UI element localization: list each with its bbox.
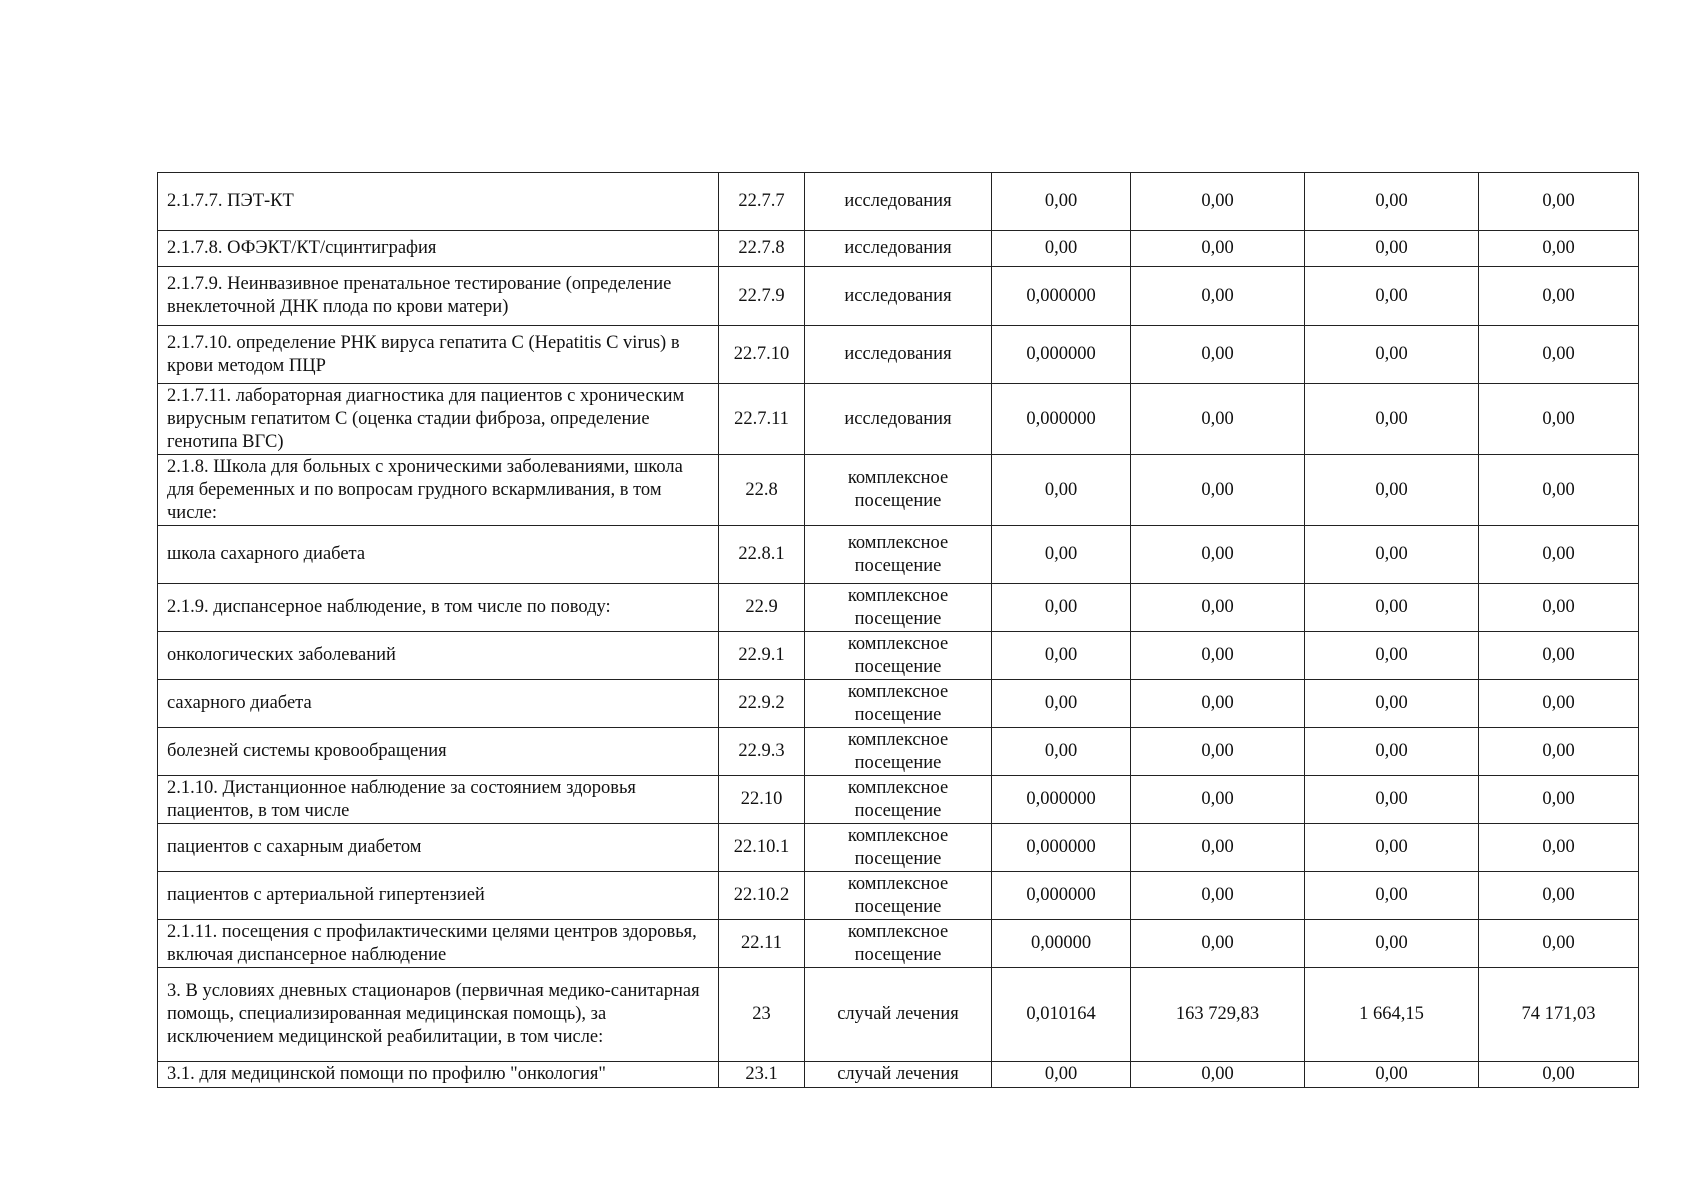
row-value-4: 0,00 [1479,872,1639,920]
row-value-2: 0,00 [1131,173,1305,231]
table-row [158,526,1639,584]
row-unit: случай лечения [805,968,992,1062]
row-name: 2.1.9. диспансерное наблюдение, в том числе по поводу: [158,584,719,632]
row-name: 3. В условиях дневных стационаров (первичная медико-санитарная помощь, специализированная медицинская помощь), за исключением медицинской реабилитации, в том числе: [158,968,719,1062]
table-row [158,776,1639,824]
row-code: 22.10.1 [719,824,805,872]
table-row [158,920,1639,968]
row-code: 22.7.9 [719,267,805,326]
row-name: 3.1. для медицинской помощи по профилю "онкология" [158,1062,719,1088]
row-value-3: 0,00 [1305,1062,1479,1088]
row-value-2: 0,00 [1131,920,1305,968]
row-code: 22.7.11 [719,384,805,455]
row-value-3: 0,00 [1305,872,1479,920]
row-name: 2.1.7.11. лабораторная диагностика для пациентов с хроническим вирусным гепатитом С (оценка стадии фиброза, определение генотипа ВГС) [158,384,719,455]
row-value-2: 0,00 [1131,267,1305,326]
row-unit: комплексное посещение [805,824,992,872]
row-value-4: 0,00 [1479,173,1639,231]
row-value-1: 0,00000 [992,920,1131,968]
row-value-3: 0,00 [1305,384,1479,455]
table-row [158,680,1639,728]
row-name: сахарного диабета [158,680,719,728]
row-value-2: 0,00 [1131,824,1305,872]
row-value-3: 0,00 [1305,231,1479,267]
row-name: онкологических заболеваний [158,632,719,680]
row-name: 2.1.7.9. Неинвазивное пренатальное тестирование (определение внеклеточной ДНК плода по крови матери) [158,267,719,326]
row-unit: комплексное посещение [805,728,992,776]
row-value-3: 0,00 [1305,776,1479,824]
row-unit: исследования [805,231,992,267]
row-value-4: 0,00 [1479,728,1639,776]
row-value-1: 0,00 [992,1062,1131,1088]
row-code: 22.7.8 [719,231,805,267]
row-value-1: 0,00 [992,173,1131,231]
row-unit: комплексное посещение [805,872,992,920]
row-unit: случай лечения [805,1062,992,1088]
table-body [158,173,1639,1088]
row-unit: комплексное посещение [805,680,992,728]
row-code: 23.1 [719,1062,805,1088]
row-value-2: 0,00 [1131,584,1305,632]
row-value-4: 0,00 [1479,632,1639,680]
row-value-4: 0,00 [1479,920,1639,968]
row-unit: комплексное посещение [805,632,992,680]
row-name: болезней системы кровообращения [158,728,719,776]
table-row [158,872,1639,920]
row-code: 22.11 [719,920,805,968]
row-value-3: 0,00 [1305,326,1479,384]
row-value-1: 0,00 [992,455,1131,526]
row-code: 22.7.10 [719,326,805,384]
table-row [158,584,1639,632]
table-row [158,267,1639,326]
row-value-1: 0,00 [992,231,1131,267]
row-value-4: 0,00 [1479,267,1639,326]
row-value-2: 0,00 [1131,1062,1305,1088]
row-value-4: 0,00 [1479,326,1639,384]
row-value-2: 0,00 [1131,231,1305,267]
row-name: 2.1.8. Школа для больных с хроническими заболеваниями, школа для беременных и по вопросам грудного вскармливания, в том числе: [158,455,719,526]
row-value-3: 0,00 [1305,526,1479,584]
row-value-2: 0,00 [1131,326,1305,384]
row-name: 2.1.7.7. ПЭТ-КТ [158,173,719,231]
row-value-3: 0,00 [1305,728,1479,776]
row-value-2: 0,00 [1131,455,1305,526]
row-value-4: 0,00 [1479,231,1639,267]
row-value-4: 0,00 [1479,680,1639,728]
row-code: 22.8.1 [719,526,805,584]
row-name: 2.1.7.10. определение РНК вируса гепатита С (Hepatitis C virus) в крови методом ПЦР [158,326,719,384]
row-unit: исследования [805,173,992,231]
table-row [158,455,1639,526]
table-row [158,824,1639,872]
row-value-3: 0,00 [1305,824,1479,872]
row-unit: комплексное посещение [805,526,992,584]
row-value-3: 0,00 [1305,455,1479,526]
table-row [158,1062,1639,1088]
row-value-1: 0,00 [992,680,1131,728]
row-value-1: 0,000000 [992,267,1131,326]
row-code: 22.7.7 [719,173,805,231]
row-value-1: 0,000000 [992,872,1131,920]
row-code: 23 [719,968,805,1062]
row-value-4: 0,00 [1479,384,1639,455]
row-value-4: 0,00 [1479,584,1639,632]
row-name: пациентов с сахарным диабетом [158,824,719,872]
table-row [158,231,1639,267]
row-value-1: 0,000000 [992,776,1131,824]
row-value-3: 0,00 [1305,173,1479,231]
row-unit: исследования [805,326,992,384]
row-name: пациентов с артериальной гипертензией [158,872,719,920]
row-unit: исследования [805,267,992,326]
row-value-4: 74 171,03 [1479,968,1639,1062]
table-row [158,632,1639,680]
row-value-1: 0,00 [992,526,1131,584]
row-code: 22.9 [719,584,805,632]
row-code: 22.10 [719,776,805,824]
row-value-2: 0,00 [1131,384,1305,455]
row-unit: комплексное посещение [805,776,992,824]
table-row [158,728,1639,776]
row-code: 22.10.2 [719,872,805,920]
row-value-4: 0,00 [1479,526,1639,584]
table-row [158,173,1639,231]
row-value-3: 0,00 [1305,584,1479,632]
row-value-1: 0,000000 [992,326,1131,384]
row-value-3: 0,00 [1305,920,1479,968]
row-value-4: 0,00 [1479,455,1639,526]
row-value-2: 0,00 [1131,632,1305,680]
row-name: 2.1.11. посещения с профилактическими целями центров здоровья, включая диспансерное наблюдение [158,920,719,968]
row-unit: комплексное посещение [805,920,992,968]
row-value-2: 0,00 [1131,776,1305,824]
row-name: школа сахарного диабета [158,526,719,584]
row-value-1: 0,010164 [992,968,1131,1062]
row-unit: комплексное посещение [805,584,992,632]
row-value-3: 0,00 [1305,680,1479,728]
row-code: 22.9.3 [719,728,805,776]
row-value-2: 0,00 [1131,680,1305,728]
table-row [158,384,1639,455]
row-value-2: 0,00 [1131,728,1305,776]
row-name: 2.1.10. Дистанционное наблюдение за состоянием здоровья пациентов, в том числе [158,776,719,824]
row-code: 22.9.1 [719,632,805,680]
row-value-1: 0,00 [992,584,1131,632]
row-value-4: 0,00 [1479,824,1639,872]
row-value-3: 1 664,15 [1305,968,1479,1062]
row-code: 22.9.2 [719,680,805,728]
table-row [158,968,1639,1062]
row-unit: комплексное посещение [805,455,992,526]
row-value-3: 0,00 [1305,267,1479,326]
data-table [157,172,1639,1088]
row-value-1: 0,00 [992,728,1131,776]
row-value-1: 0,00 [992,632,1131,680]
row-code: 22.8 [719,455,805,526]
row-value-4: 0,00 [1479,776,1639,824]
row-name: 2.1.7.8. ОФЭКТ/КТ/сцинтиграфия [158,231,719,267]
row-value-4: 0,00 [1479,1062,1639,1088]
row-value-2: 0,00 [1131,526,1305,584]
row-value-2: 163 729,83 [1131,968,1305,1062]
row-value-1: 0,000000 [992,384,1131,455]
row-value-2: 0,00 [1131,872,1305,920]
row-value-1: 0,000000 [992,824,1131,872]
row-value-3: 0,00 [1305,632,1479,680]
row-unit: исследования [805,384,992,455]
table-row [158,326,1639,384]
